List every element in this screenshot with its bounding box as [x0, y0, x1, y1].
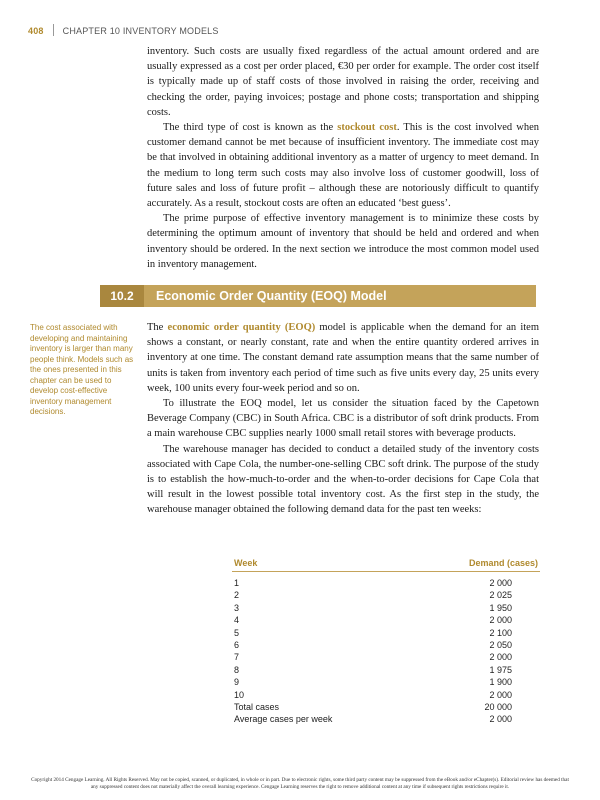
table-row	[232, 602, 540, 614]
table-row	[232, 713, 540, 725]
section-paragraph-1: The economic order quantity (EOQ) model is applicable when the demand for an item shows a constant, or nearly constant, rate and when the entire quantity ordered arrives in inventory at one time. The constant demand rate assumption means that the same number of units is taken from inventory each period of time such as five units every day, 25 units every week, 100 units every four-week period and so on.	[147, 322, 539, 394]
header-divider	[53, 24, 54, 36]
table-row	[232, 689, 540, 701]
page-number: 408	[28, 26, 44, 36]
table-cell-week: 7	[234, 652, 240, 663]
intro-text	[147, 44, 539, 272]
table-cell-demand: 20 000	[484, 701, 512, 712]
table-cell-week: 6	[234, 639, 240, 650]
table-cell-week: 1	[234, 578, 240, 588]
table-cell-week: Average cases per week	[234, 714, 333, 725]
term-eoq: economic order quantity (EOQ)	[167, 322, 316, 333]
table-cell-demand: 2 000	[489, 689, 512, 700]
table-row	[232, 701, 540, 713]
table-header-rule	[232, 571, 540, 572]
table-header	[232, 555, 540, 571]
table-cell-week: 8	[234, 664, 240, 675]
table-cell-demand: 2 000	[489, 615, 512, 626]
intro-paragraph-3: The prime purpose of effective inventory management is to minimize these costs by determining the optimum amount of inventory that should be held and ordered and when inventory should be ordered. In the next section we introduce the most common model used in inventory management.	[147, 213, 539, 270]
table-cell-week: 2	[234, 590, 240, 601]
table-row	[232, 664, 540, 676]
table-row	[232, 651, 540, 663]
table-row	[232, 589, 540, 601]
table-cell-demand: 2 000	[489, 578, 512, 588]
column-header-week: Week	[234, 558, 258, 568]
table-cell-week: Total cases	[234, 701, 280, 712]
demand-table	[232, 555, 540, 726]
table-cell-demand: 2 025	[489, 590, 512, 601]
table-row	[232, 614, 540, 626]
section-heading	[100, 285, 536, 307]
intro-paragraph-2: The third type of cost is known as the stockout cost. This is the cost involved when customer demand cannot be met because of insufficient inventory. The immediate cost may be that involved in obtaining additional inventory as a matter of urgency to meet demand. In the medium to long term such costs may also involve loss of customer goodwill, loss of future sales and loss of future profit – although these are notoriously difficult to quantify accurately. As a result, stockout costs are often an educated ‘best guess’.	[147, 122, 539, 210]
term-stockout-cost: stockout cost	[337, 122, 397, 134]
section-number: 10.2	[100, 285, 144, 307]
table-row	[232, 627, 540, 639]
table-row	[232, 577, 540, 589]
table-row	[232, 676, 540, 688]
section-paragraph-2: To illustrate the EOQ model, let us consider the situation faced by the Capetown Beverage Company (CBC) in South Africa. CBC is a distributor of soft drink products. From a main warehouse CBC supplies nearly 1000 small retail stores with beverage products.	[147, 398, 539, 440]
table-cell-week: 4	[234, 615, 240, 626]
table-cell-demand: 2 050	[489, 639, 512, 650]
table-cell-demand: 1 975	[489, 664, 512, 675]
copyright-footer: Copyright 2014 Cengage Learning. All Rights Reserved. May not be copied, scanned, or duplicated, in whole or in part. Due to electronic rights, some third party content may be suppressed from the eBook and/or eChapter(s). Editorial review has deemed that any suppressed content does not materially affect the overall learning experience. Cengage Learning reserves the right to remove additional content at any time if subsequent rights restrictions require it.	[31, 777, 569, 790]
table-cell-week: 9	[234, 677, 240, 688]
table-body	[232, 577, 540, 726]
chapter-title: CHAPTER 10 INVENTORY MODELS	[62, 26, 219, 36]
table-cell-demand: 1 950	[489, 602, 512, 613]
table-cell-demand: 1 900	[489, 677, 512, 688]
section-text	[147, 320, 539, 518]
table-cell-demand: 2 000	[489, 652, 512, 663]
section-title: Economic Order Quantity (EOQ) Model	[156, 289, 387, 303]
margin-note: The cost associated with developing and maintaining inventory is larger than many people think. Models such as the ones presented in this chapter can be used to develop cost-effective inventory management decisions.	[30, 323, 134, 416]
table-cell-demand: 2 100	[489, 627, 512, 638]
table-cell-demand: 2 000	[489, 714, 512, 725]
table-cell-week: 5	[234, 627, 240, 638]
section-paragraph-3: The warehouse manager has decided to conduct a detailed study of the inventory costs associated with Cape Cola, the number-one-selling CBC soft drink. The purpose of the study is to establish the how-much-to-order and the when-to-order decisions for Cape Cola that will result in the lowest possible total inventory cost. As the first step in the study, the warehouse manager obtained the following demand data for the past ten weeks:	[147, 443, 539, 516]
table-cell-week: 3	[234, 602, 240, 613]
column-header-demand: Demand (cases)	[468, 558, 538, 568]
table-cell-week: 10	[234, 689, 245, 700]
intro-paragraph-1: inventory. Such costs are usually fixed regardless of the actual amount ordered and are usually expressed as a cost per order placed, €30 per order for example. The order cost itself is typically made up of staff costs of those involved in raising the order, receiving and checking the order, paying invoices; postage and phone costs; transportation and shipping costs.	[147, 46, 539, 118]
page-header	[28, 24, 219, 36]
table-row	[232, 639, 540, 651]
